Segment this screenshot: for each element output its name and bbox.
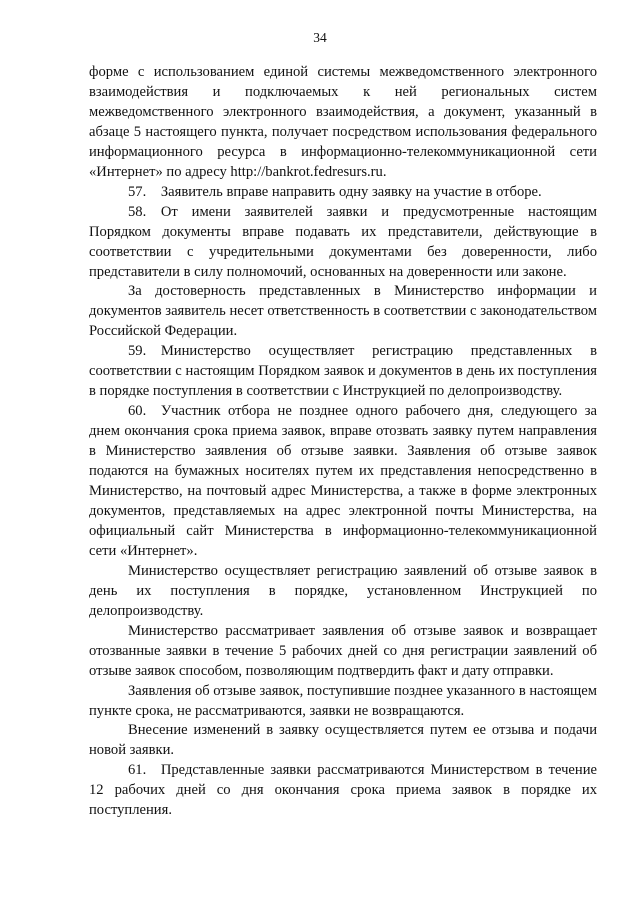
paragraph-59: 59. Министерство осуществляет регистрацию представленных в соответствии с настоящим Порядком заявок и документов в день их поступления в порядке поступления в соответствии с Инструкцией по делопроизводству. bbox=[89, 343, 597, 400]
paragraph-60-late: Заявления об отзыве заявок, поступившие позднее указанного в настоящем пункте срока, не рассматриваются, заявки не возвращаются. bbox=[89, 682, 598, 719]
paragraph-61: 61. Представленные заявки рассматриваются Министерством в течение 12 рабочих дней со дня окончания срока приема заявок в порядке их поступления. bbox=[89, 762, 597, 819]
paragraph-60-review: Министерство рассматривает заявления об отзыве заявок и возвращает отозванные заявки в течение 5 рабочих дней со дня регистрации заявлений об отзыве заявок способом, позволяющим подтвердить факт и дату отправки. bbox=[89, 622, 597, 679]
paragraph-58-responsibility: За достоверность представленных в Министерство информации и документов заявитель несет ответственность в соответствии с законодательством Российской Федерации. bbox=[89, 283, 597, 340]
paragraph-60: 60. Участник отбора не позднее одного рабочего дня, следующего за днем окончания срока приема заявок, вправе отозвать заявку путем направления в Министерство заявления об отзыве заявки. Заявления об отзыве заявок подаются на бумажных носителях путем их представления непосредственно в Министерство, на почтовый адрес Министерства, а также в форме электронных документов, представляемых на адрес электронной почты Министерства, на официальный сайт Министерства в информационно-телекоммуникационной сети «Интернет». bbox=[89, 403, 597, 559]
page-number: 34 bbox=[313, 30, 327, 45]
paragraph-60-changes: Внесение изменений в заявку осуществляется путем ее отзыва и подачи новой заявки. bbox=[89, 722, 597, 759]
paragraph-57: 57. Заявитель вправе направить одну заявку на участие в отборе. bbox=[128, 183, 542, 200]
paragraph-58: 58. От имени заявителей заявки и предусмотренные настоящим Порядком документы вправе подавать их представители, действующие в соответствии с учредительными документами без доверенности, либо представители в силу полномочий, основанных на доверенности или законе. bbox=[89, 203, 597, 280]
document-body bbox=[89, 63, 597, 821]
paragraph-60-registration: Министерство осуществляет регистрацию заявлений об отзыве заявок в день их поступления в порядке, установленном Инструкцией по делопроизводству. bbox=[89, 562, 597, 619]
paragraph-continuation: форме с использованием единой системы межведомственного электронного взаимодействия и подключаемых к ней региональных систем межведомственного электронного взаимодействия, а документ, указанный в абзаце 5 настоящего пункта, получает посредством использования федерального информационного ресурса в информационно-телекоммуникационной сети «Интернет» по адресу http://bankrot.fedresurs.ru. bbox=[89, 64, 597, 180]
